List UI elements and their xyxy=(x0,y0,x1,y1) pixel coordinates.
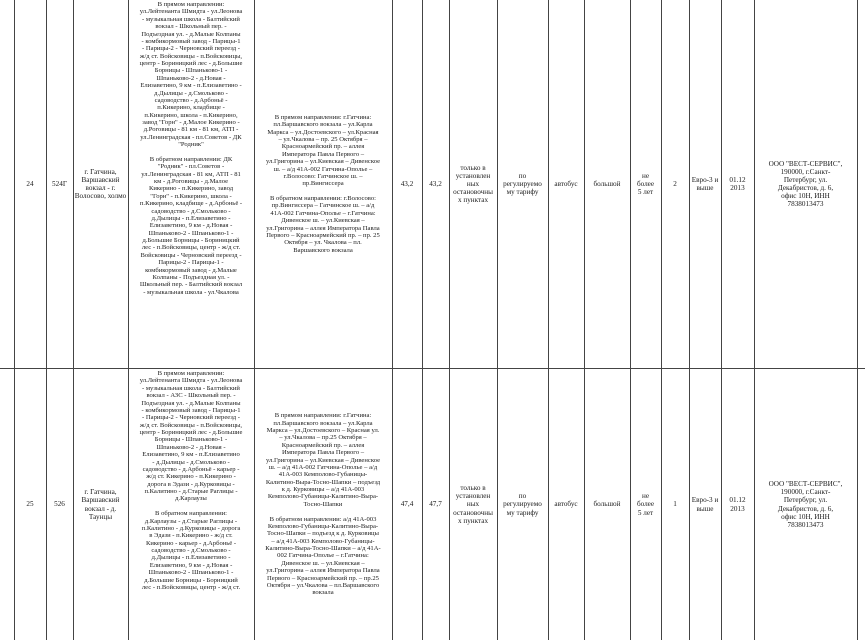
vehicle-age: не более 5 лет xyxy=(636,492,655,517)
row-number: 24 xyxy=(26,179,34,188)
start-date: 01.12 2013 xyxy=(729,175,746,192)
vehicle-type: автобус xyxy=(554,500,578,509)
length-back: 43,2 xyxy=(429,179,442,188)
eco-class: Евро-3 и выше xyxy=(691,175,719,192)
vehicle-count: 2 xyxy=(673,179,677,188)
tariff-type: по регулируемо му тарифу xyxy=(503,492,542,517)
carrier-info: ООО "ВЕСТ-СЕРВИС", 190000, г.Санкт- Петербург, ул. Декабристов, д. 6, офис 10Н, ИНН 7838013473 xyxy=(768,159,843,209)
vehicle-class: большой xyxy=(593,179,621,188)
route-number: 524Г xyxy=(52,179,67,188)
row-number: 25 xyxy=(26,500,34,509)
vehicle-type: автобус xyxy=(554,179,578,188)
route-stops: В прямом направлении: ул.Лейтенанта Шмидта - ул.Леонова - музыкальная школа - Балтийский вокзал - АЗС - Школьный пер. - Подъездная ул. - д.Малые Колпаны - комбикормовый завод - Парицы-1 - Парицы-2 - Черновский переезд - ж/д ст. Войсковицы - п.Войсковицы, центр - Бориницкий лес - д.Большие Борницы - Шпаньково-1 - Шпаньково-2 - д.Новая - Елизаветино, 9 км - п.Елизаветино - д.Дылицы - д.Смольково - садоводство - д.Арбоньё - карьер - ж/д ст. Кикерино - п.Кикерино - дорога в Эдази - д.Курковицы - п.Калитино - д.Старые Раглицы - д.Карлаузы В обратном направлении: д.Карлаузы - д.Старые Раглицы - п.Калитино - д.Курковицы - дорога в Эдази - п.Кикерино - ж/д ст. Кикерино - карьер - д.Арбоньё - садоводство - д.Смольково - д.Дылицы - п.Елизаветино - Елизаветино, 9 км - д.Новая - Шпаньково-2 - Шпаньково-1 - д.Большие Борницы - Борницкий лес - п.Войсковицы, центр - ж/д ст. xyxy=(139,370,243,591)
route-streets: В прямом направлении: г.Гатчина: пл.Варшавского вокзала – ул.Карла Маркса – ул.Достоевского – ул.Красная – ул.Чкалова – пр. 25 Октября – Красноармейский пр. – аллея Императора Павла Первого – ул.Григорина – ул.Киевская – Дивенское ш. – а/д 41А-002 Гатчина-Ополье – г.Волосово: Гатчинское ш. – пр.Вингиссера В обратном направлении: г.Волосово: пр.Вингиссера – Гатчинское ш. – а/д 41А-002 Гатчина-Ополье – г.Гатчина: Дивенское ш. – ул.Киевская – ул.Григорина – аллея Императора Павла Первого – Красноармейский пр. – пр. 25 Октября – ул. Чкалова – пл. Варшавского вокзала xyxy=(266,113,380,254)
vehicle-count: 1 xyxy=(673,500,677,509)
eco-class: Евро-3 и выше xyxy=(691,496,719,513)
carrier-info: ООО "ВЕСТ-СЕРВИС", 190000, г.Санкт- Петербург, ул. Декабристов, д. 6, офис 10Н, ИНН 7838013473 xyxy=(768,480,843,529)
stop-order: только в установлен ных остановочны х пунктах xyxy=(453,484,493,525)
route-number: 526 xyxy=(54,500,65,509)
start-date: 01.12 2013 xyxy=(729,496,746,513)
length-forward: 47,4 xyxy=(400,500,414,509)
route-name: г. Гатчина, Варшавский вокзал - г. Волосово, холмо xyxy=(74,167,127,201)
length-forward: 43,2 xyxy=(400,179,414,188)
length-back: 47,7 xyxy=(429,500,442,509)
column-divider xyxy=(857,0,858,640)
route-streets: В прямом направлении: г.Гатчина: пл.Варшавского вокзала – ул.Карла Маркса – ул.Достоевского – Красная ул. – ул.Чкалова – пр.25 Октября – Красноармейский пр. – аллея Императора Павла Первого – ул.Григорина – ул.Киевская – Дивенское ш. – а/д 41А-002 Гатчина-Ополье – а/д 41А-003 Кемполово-Губаницы- Калитино-Выра-Тосно-Шапки – подъезд к д. Курковицы – а/д 41А-003 Кемполово-Губаницы-Калитино-Выра- Тосно-Шапки В обратном направлении: а/д 41А-003 Кемполово-Губаницы-Калитино-Выра- Тосно-Шапки – подъезд к д. Курковицы – а/д 41А-003 Кемполово-Губаницы- Калитино-Выра-Тосно-Шапки – а/д 41А- 002 Гатчина-Ополье – г.Гатчина: Дивенское ш. – ул.Киевская – ул.Григорина – аллея Императора Павла Первого – Красноармейский пр. – пр.25 Октября – ул.Чкалова – пл.Варшавского вокзала xyxy=(265,412,381,597)
stop-order: только в установлен ных остановочны х пунктах xyxy=(453,163,493,205)
route-name: г. Гатчина, Варшавский вокзал - д. Таунцы xyxy=(81,488,120,521)
tariff-type: по регулируемо му тарифу xyxy=(503,171,542,197)
vehicle-age: не более 5 лет xyxy=(636,171,655,197)
route-stops: В прямом направлении: ул.Лейтенанта Шмидта - ул.Леонова - музыкальная школа - Балтийский вокзал - Школьный пер. - Подъездная ул. - д.Малые Колпаны - комбикормовый завод - Парицы-1 - Парицы-2 - Черновский переезд - ж/д ст. Войсковицы - п.Войсковицы, центр - Бориницкий лес - д.Большие Борницы - Шпаньково-1 - Шпаньково-2 - д.Новая - Елизаветино, 9 км - п.Елизаветино - д.Дылицы - д.Смольково - садоводство - д.Арбоньё - п.Кикерино, кладбище - п.Кикерино, школа - п.Кикерино, завод "Горн" - д.Малое Кикерино - д.Роговицы - 81 км - 81 км, АТП - ул.Ленинградская - пл.Советов - ДК "Родник" В обратном направлении: ДК "Родник" - пл.Советов - ул.Ленинградская - 81 км, АТП - 81 км - д.Роговицы - д.Малое Кикерино - п.Кикерино, завод "Горн" - п.Кикерино, школа - п.Кикерино, кладбище - д.Арбоньё - садоводство - д.Смольково - д.Дылицы - п.Елизаветино - Елизаветино, 9 км - д.Новая - Шпаньково-2 - Шпаньково-1 - д.Большие Борницы - Бориницкий лес - п.Войсковицы, центр - ж/д ст. Войсковицы - Черновский переезд - Парицы-2 - Парицы-1 - комбикормовый завод - д.Малые Колпаны - Подъездная ул. - Школьный пер. - Балтийский вокзал - музыкальная школа - ул.Чкалова xyxy=(139,1,243,296)
vehicle-class: большой xyxy=(593,500,621,509)
